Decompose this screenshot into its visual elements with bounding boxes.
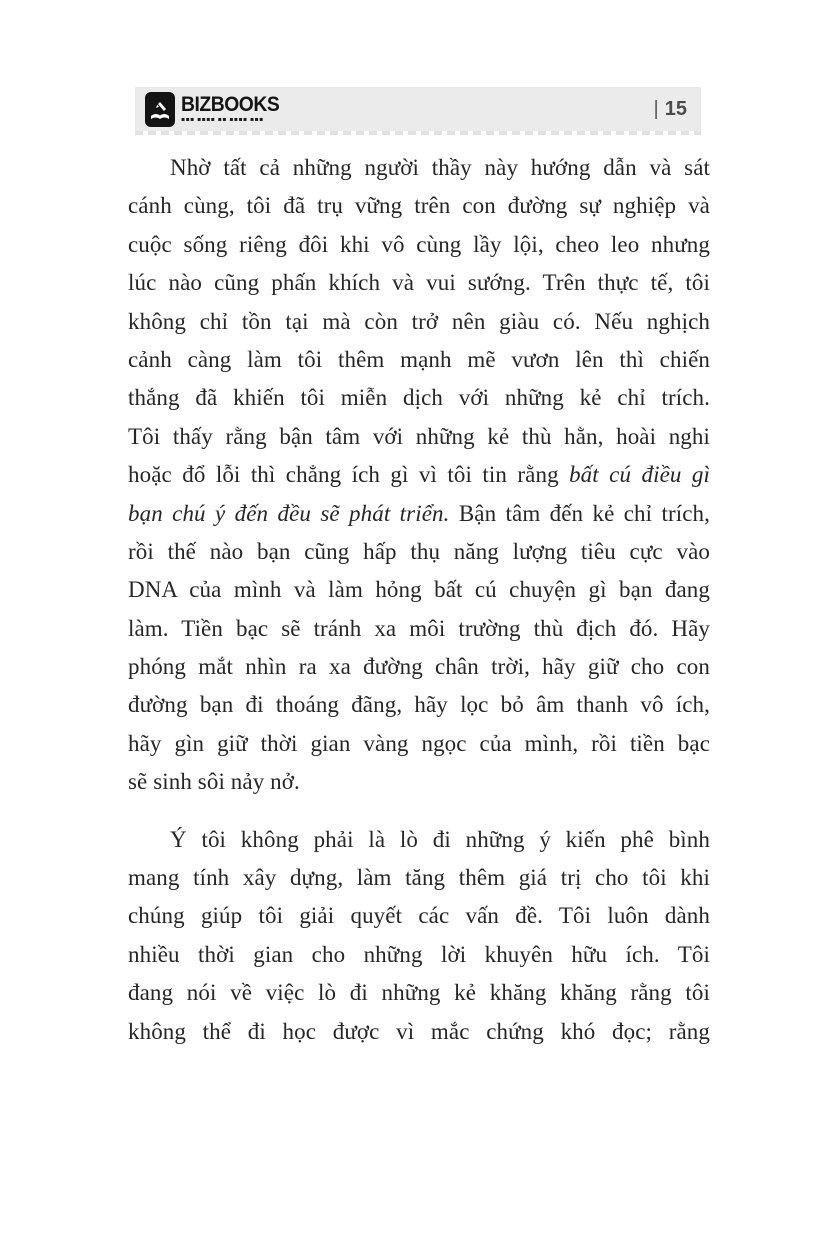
body-text — [128, 149, 710, 1051]
regular-text: DNA của mình và làm hỏng bất cú chuyện gì bạn đang — [128, 577, 710, 603]
page-number-value: 15 — [664, 97, 687, 120]
regular-text: cuộc sống riêng đôi khi vô cùng lầy lội, cheo leo nhưng — [128, 231, 710, 257]
text-line — [128, 303, 710, 341]
regular-text: Tôi thấy rằng bận tâm với những kẻ thù hằn, hoài nghi — [128, 423, 710, 449]
regular-text: hãy gìn giữ thời gian vàng ngọc của mình, rồi tiền bạc — [128, 730, 710, 756]
text-line — [128, 859, 710, 897]
text-line — [128, 226, 710, 264]
regular-text: đường bạn đi thoáng đãng, hãy lọc bỏ âm thanh vô ích, — [128, 692, 710, 718]
text-line — [128, 571, 710, 609]
text-line — [128, 936, 710, 974]
book-icon — [145, 92, 175, 127]
text-line — [128, 187, 710, 225]
text-line — [128, 1013, 710, 1051]
text-line — [128, 648, 710, 686]
regular-text: Ý tôi không phải là lò đi những ý kiến phê bình — [170, 826, 710, 852]
regular-text: sẽ sinh sôi nảy nở. — [128, 769, 300, 795]
logo-brand-text: BIZBOOKS — [181, 92, 280, 116]
text-line — [128, 149, 710, 187]
regular-text: nhiều thời gian cho những lời khuyên hữu ích. Tôi — [128, 941, 710, 967]
regular-text: hoặc đổ lỗi thì chẳng ích gì vì tôi tin rằng — [128, 462, 570, 488]
italic-text: bất cú điều gì — [569, 462, 710, 488]
regular-text: Nhờ tất cả những người thầy này hướng dẫn và sát — [170, 155, 710, 180]
regular-text: mang tính xây dựng, làm tăng thêm giá trị cho tôi khi — [128, 865, 710, 891]
text-line — [128, 495, 710, 533]
paragraph — [128, 821, 710, 1051]
regular-text: cánh cùng, tôi đã trụ vững trên con đường sự nghiệp và — [128, 193, 710, 219]
text-line — [128, 725, 710, 763]
text-line — [128, 610, 710, 648]
regular-text: lúc nào cũng phấn khích và vui sướng. Trên thực tế, tôi — [128, 270, 710, 296]
text-line — [128, 533, 710, 571]
regular-text: làm. Tiền bạc sẽ tránh xa môi trường thù địch đó. Hãy — [128, 615, 710, 641]
logo-text-column — [181, 94, 288, 123]
regular-text: phóng mắt nhìn ra xa đường chân trời, hãy giữ cho con — [128, 654, 710, 680]
logo-tagline: ▪▪▪ ▪▪▪▪ ▪▪ ▪▪▪▪ ▪▪▪ — [181, 115, 264, 123]
text-line — [128, 686, 710, 724]
regular-text: không chỉ tồn tại mà còn trở nên giàu có. Nếu nghịch — [128, 308, 710, 334]
text-line — [128, 456, 710, 494]
italic-text: bạn chú ý đến đều sẽ phát triển. — [128, 500, 450, 526]
text-line — [128, 379, 710, 417]
text-line — [128, 418, 710, 456]
page-number — [654, 98, 687, 121]
text-line — [128, 821, 710, 859]
text-line — [128, 974, 710, 1012]
page-number-separator: | — [653, 97, 659, 120]
page-header — [135, 87, 701, 131]
regular-text: cảnh càng làm tôi thêm mạnh mẽ vươn lên thì chiến — [128, 346, 710, 372]
regular-text: thắng đã khiến tôi miễn dịch với những kẻ chỉ trích. — [128, 385, 710, 411]
publisher-logo — [145, 92, 288, 127]
text-line — [128, 763, 710, 801]
regular-text: Bận tâm đến kẻ chỉ trích, — [449, 500, 710, 526]
text-line — [128, 897, 710, 935]
paragraph — [128, 149, 710, 802]
regular-text: không thể đi học được vì mắc chứng khó đọc; rằng — [128, 1018, 710, 1044]
regular-text: rồi thế nào bạn cũng hấp thụ năng lượng tiêu cực vào — [128, 538, 710, 564]
text-line — [128, 264, 710, 302]
regular-text: chúng giúp tôi giải quyết các vấn đề. Tôi luôn dành — [128, 903, 710, 929]
regular-text: đang nói về việc lò đi những kẻ khăng khăng rằng tôi — [128, 980, 710, 1006]
text-line — [128, 341, 710, 379]
